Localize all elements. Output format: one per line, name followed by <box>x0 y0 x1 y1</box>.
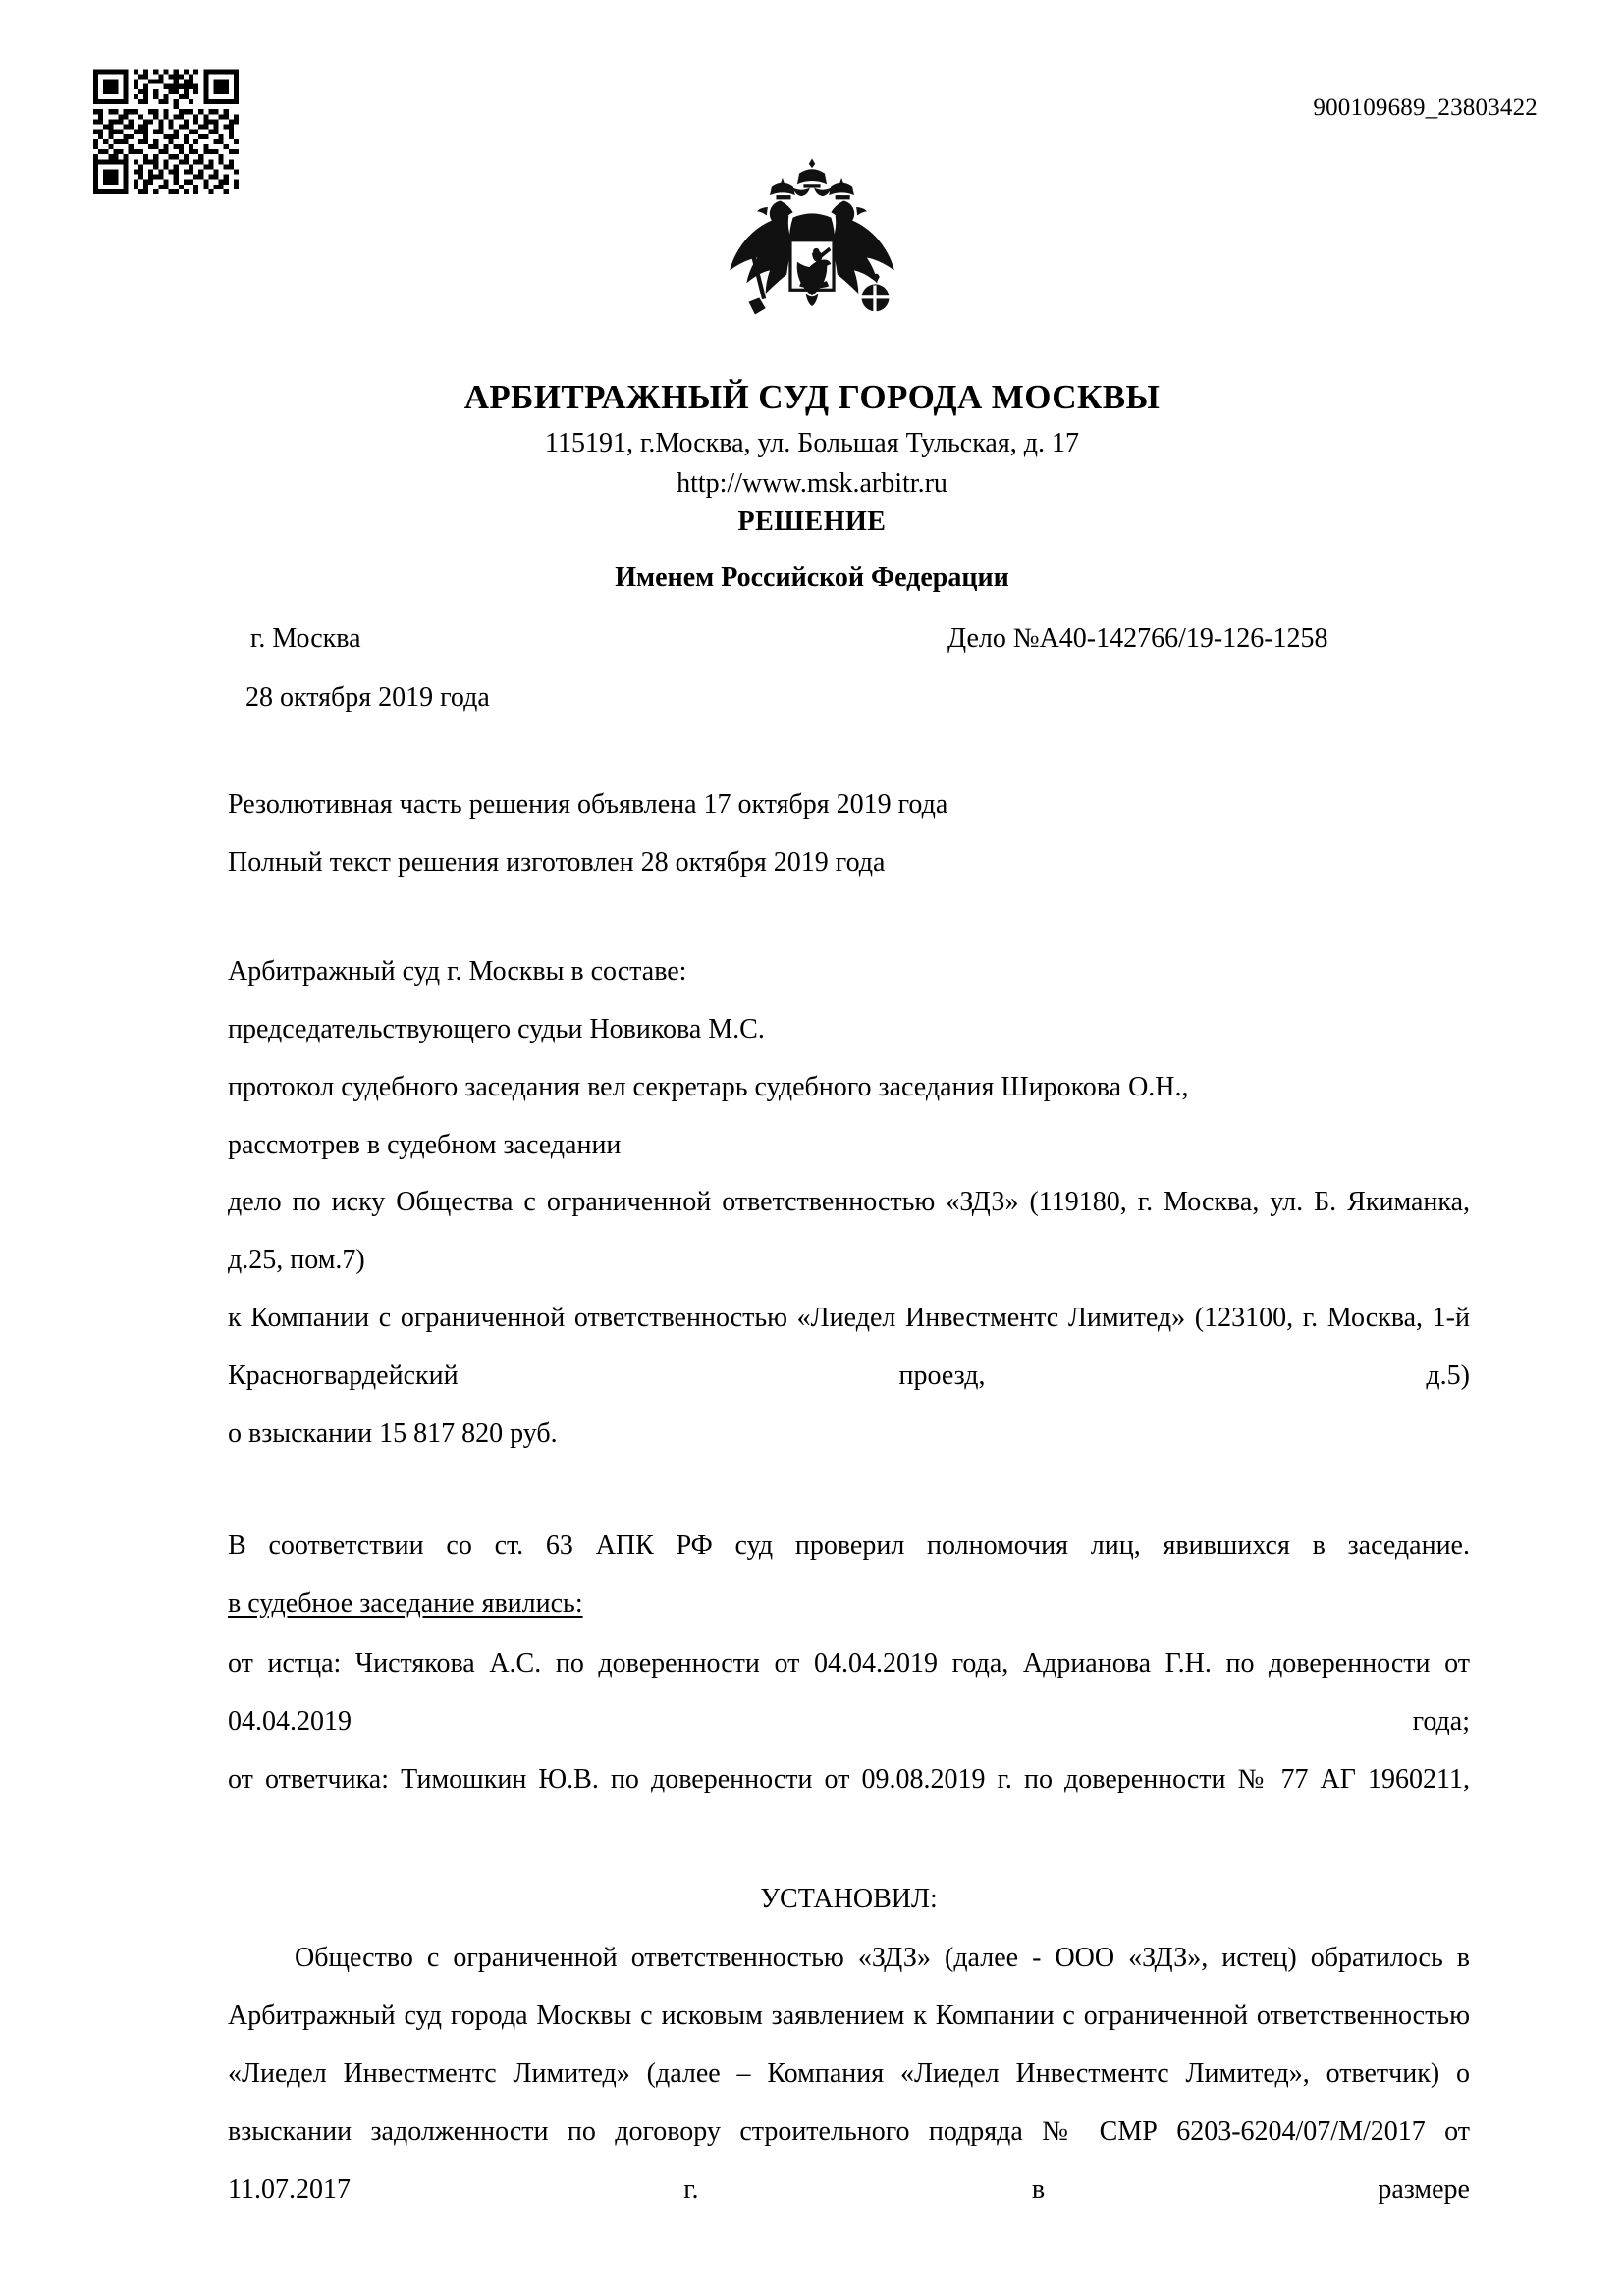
document-number: 900109689_23803422 <box>1313 94 1538 121</box>
court-title: АРБИТРАЖНЫЙ СУД ГОРОДА МОСКВЫ <box>463 378 1161 416</box>
operative-part-date: Резолютивная часть решения объявлена 17 октября 2019 года <box>228 789 948 820</box>
in-name-of-federation: Именем Российской Федерации <box>615 562 1009 593</box>
composition-intro: Арбитражный суд г. Москвы в составе: <box>228 956 687 987</box>
plaintiff-details: дело по иску Общества с ограниченной ответственностью «ЗДЗ» (119180, г. Москва, ул. Б. Якиманка, д.25, пом.7) <box>228 1187 1470 1275</box>
court-composition-block <box>228 942 1470 1174</box>
qr-code-icon <box>93 49 239 194</box>
claim-amount: о взыскании 15 817 820 руб. <box>228 1418 558 1449</box>
established-heading: УСТАНОВИЛ: <box>760 1884 938 1914</box>
case-number: Дело №А40-142766/19-126-1258 <box>947 623 1328 654</box>
full-text-date: Полный текст решения изготовлен 28 октября 2019 года <box>228 847 886 878</box>
russian-coat-of-arms-icon <box>707 152 918 363</box>
defendant-details: к Компании с ограниченной ответственностью «Лиедел Инвестментс Лимитед» (123100, г. Москва, 1-й Красногвардейский проезд, д.5) <box>228 1303 1470 1391</box>
attendance-heading <box>228 1575 1470 1632</box>
defendant-representatives: от ответчика: Тимошкин Ю.В. по доверенности от 09.08.2019 г. по доверенности № 77 АГ 1960211, <box>228 1764 1470 1794</box>
apk-block <box>228 1517 1470 1632</box>
dates-block <box>228 775 1470 891</box>
having-considered: рассмотрев в судебном заседании <box>228 1130 622 1160</box>
attendance-block <box>228 1634 1470 1808</box>
apk-authority-check: В соответствии со ст. 63 АПК РФ суд проверил полномочия лиц, явившихся в заседание. <box>228 1530 1470 1561</box>
presiding-judge: председательствующего судьи Новикова М.С. <box>228 1014 765 1044</box>
court-secretary: протокол судебного заседания вел секретарь судебного заседания Широкова О.Н., <box>228 1072 1189 1102</box>
decision-date: 28 октября 2019 года <box>245 682 490 713</box>
established-body-block <box>228 1929 1470 2218</box>
court-address: 115191, г.Москва, ул. Большая Тульская, д. 17 <box>545 428 1079 458</box>
attendance-heading-text: в судебное заседание явились: <box>228 1588 583 1619</box>
established-paragraph: Общество с ограниченной ответственностью «ЗДЗ» (далее - ООО «ЗДЗ», истец) обратилось в Арбитражный суд города Москвы с исковым заявлением к Компании с ограниченной ответственностью «Лиедел Инвестментс Лимитед» (далее – Компания «Лиедел Инвестментс Лимитед», ответчик) о взыскании задолженности по договору строительного подряда № СМР 6203-6204/07/М/2017 от 11.07.2017 г. в размере <box>228 1943 1470 2205</box>
city-label: г. Москва <box>250 623 361 654</box>
court-website: http://www.msk.arbitr.ru <box>677 468 947 499</box>
established-heading-block <box>228 1870 1470 1928</box>
parties-block <box>228 1173 1470 1463</box>
plaintiff-representatives: от истца: Чистякова А.С. по доверенности от 04.04.2019 года, Адрианова Г.Н. по доверенности от 04.04.2019 года; <box>228 1648 1470 1736</box>
decision-heading: РЕШЕНИЕ <box>737 507 887 537</box>
